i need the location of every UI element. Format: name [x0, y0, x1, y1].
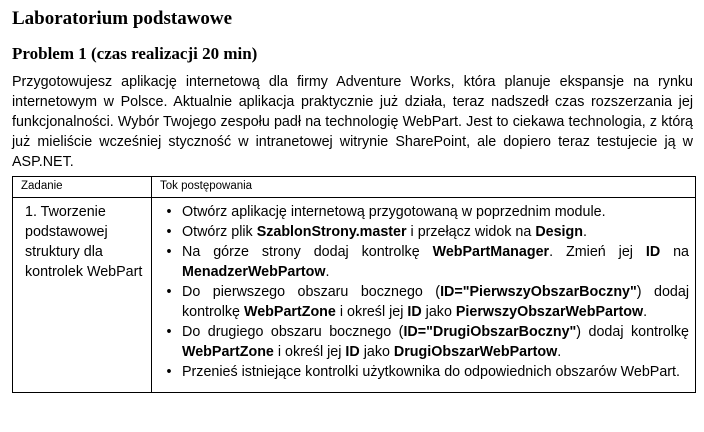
table-row — [13, 198, 696, 393]
step-text: na — [660, 244, 690, 260]
step-text: Przenieś istniejące kontrolki użytkownika do odpowiednich obszarów WebPart. — [182, 364, 680, 380]
bullet-icon: • — [166, 324, 172, 340]
step-text: i określ jej — [273, 344, 346, 360]
step-keyword: ID — [645, 244, 661, 260]
step-item — [160, 222, 689, 242]
step-text: i określ jej — [335, 304, 408, 320]
task-description: 1. Tworzenie podstawowej struktury dla kontrolek WebPart — [25, 204, 143, 280]
step-keyword: WebPartZone — [243, 304, 336, 320]
step-keyword: WebPartManager — [432, 244, 550, 260]
step-item — [160, 322, 689, 362]
step-text: Na górze strony dodaj kontrolkę — [182, 244, 433, 260]
step-keyword: ID="DrugiObszarBoczny" — [403, 324, 577, 340]
step-item — [160, 202, 689, 222]
header-procedure: Tok postępowania — [152, 177, 696, 198]
bullet-icon: • — [166, 284, 172, 300]
procedure-cell — [152, 198, 696, 393]
step-text: ) dodaj kontrolkę — [576, 324, 689, 340]
step-text: . — [582, 224, 587, 240]
bullet-icon: • — [166, 364, 172, 380]
page-title: Laboratorium podstawowe — [12, 8, 233, 29]
step-text: Do drugiego obszaru bocznego ( — [182, 324, 404, 340]
step-text: jako — [359, 344, 394, 360]
bullet-icon: • — [166, 224, 172, 240]
step-keyword: SzablonStrony.master — [256, 224, 407, 240]
step-text: i przełącz widok na — [406, 224, 536, 240]
step-text: Otwórz plik — [182, 224, 257, 240]
header-task: Zadanie — [13, 177, 152, 198]
step-text: Otwórz aplikację internetową przygotowaną w poprzednim module. — [182, 204, 606, 220]
intro-paragraph: Przygotowujesz aplikację internetową dla firmy Adventure Works, która planuje ekspansje na rynku internetowym w Polsce. Aktualnie aplikacja praktycznie już działa, teraz nadszedł czas rozszerzania jej funkcjonalności. Wybór Twojego zespołu padł na technologię WebPart. Jest to ciekawa technologia, z którą już mieliście wcześniej styczność w intranetowej witrynie SharePoint, ale dopiero teraz testujecie ją w ASP.NET. — [12, 74, 693, 170]
step-text: ) dodaj kontrolkę — [182, 284, 690, 320]
step-text: jako — [421, 304, 456, 320]
step-item — [160, 242, 689, 282]
step-keyword: WebPartZone — [182, 344, 274, 360]
step-keyword: ID="PierwszyObszarBoczny" — [440, 284, 637, 300]
step-keyword: ID — [345, 344, 360, 360]
step-keyword: MenadzerWebPartow — [182, 264, 326, 280]
step-text: . Zmień jej — [549, 244, 646, 260]
step-keyword: Design — [535, 224, 583, 240]
step-keyword: DrugiObszarWebPartow — [393, 344, 558, 360]
step-text: . — [557, 344, 562, 360]
task-cell — [13, 198, 152, 393]
step-item — [160, 282, 689, 322]
step-text: Do pierwszego obszaru bocznego ( — [182, 284, 441, 300]
problem-heading: Problem 1 (czas realizacji 20 min) — [12, 44, 258, 63]
cell-bottom-spacer — [160, 382, 689, 392]
bullet-icon: • — [166, 204, 172, 220]
bullet-icon: • — [166, 244, 172, 260]
task-table — [12, 176, 696, 393]
table-header-row — [13, 177, 696, 198]
steps-list — [160, 202, 689, 382]
step-text: . — [325, 264, 330, 280]
step-keyword: ID — [407, 304, 422, 320]
step-text: . — [643, 304, 648, 320]
step-item — [160, 362, 689, 382]
step-keyword: PierwszyObszarWebPartow — [455, 304, 644, 320]
